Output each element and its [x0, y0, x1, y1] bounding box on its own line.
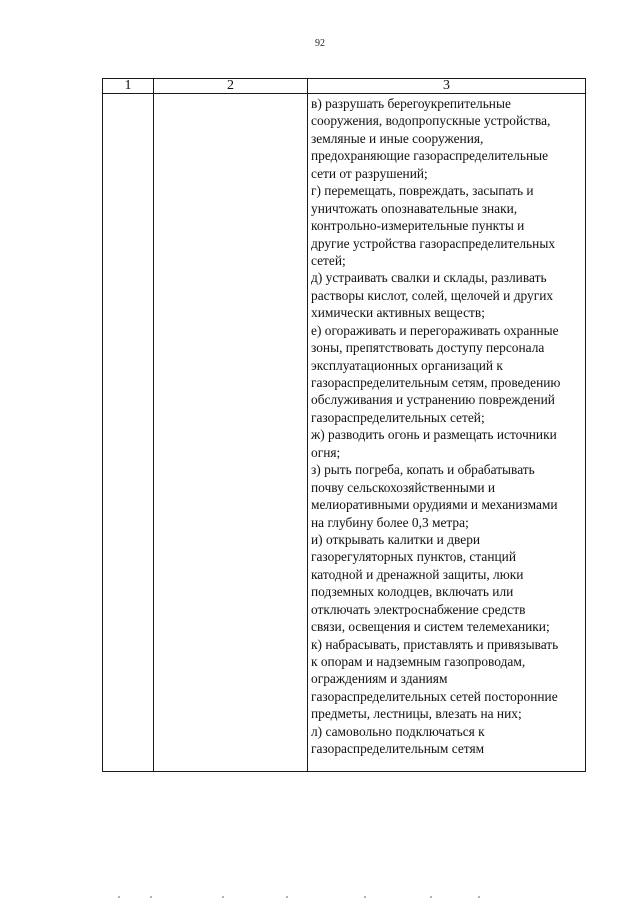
page-number: 92 — [315, 38, 325, 49]
text-line: эксплуатационных организаций к — [311, 357, 503, 373]
table-row — [103, 94, 586, 772]
text-line: отключать электроснабжение средств — [311, 601, 526, 617]
text-line: сети от разрушений; — [311, 165, 428, 181]
text-line: г) перемещать, повреждать, засыпать и — [311, 183, 534, 199]
text-line: газораспределительных сетей; — [311, 409, 485, 425]
column-1-cell — [103, 94, 154, 772]
text-line: катодной и дренажной защиты, люки — [311, 566, 524, 582]
text-line: в) разрушать берегоукрепительные — [311, 96, 511, 111]
column-3-text — [308, 94, 585, 758]
text-line: земляные и иные сооружения, — [311, 130, 484, 146]
text-line: подземных колодцев, включать или — [311, 584, 514, 600]
text-line: почву сельскохозяйственными и — [311, 479, 496, 495]
text-line: другие устройства газораспределительных — [311, 235, 556, 251]
text-line: зоны, препятствовать доступу персонала — [311, 340, 545, 356]
text-line: газораспределительных сетей посторонние — [311, 688, 558, 704]
text-line: ж) разводить огонь и размещать источники — [311, 427, 557, 443]
document-table — [102, 78, 586, 772]
column-3-cell — [308, 94, 586, 772]
text-line: сооружения, водопропускные устройства, — [311, 113, 551, 129]
text-line: газорегуляторных пунктов, станций — [311, 549, 517, 565]
scan-artifacts — [118, 896, 518, 899]
text-line: з) рыть погреба, копать и обрабатывать — [311, 462, 535, 478]
text-line: огня; — [311, 444, 341, 460]
text-line: предметы, лестницы, влезать на них; — [311, 706, 522, 722]
column-header-2: 2 — [154, 79, 308, 94]
text-line: к опорам и надземным газопроводам, — [311, 654, 526, 669]
text-line: химически активных веществ; — [311, 305, 485, 321]
text-line: л) самовольно подключаться к — [311, 723, 485, 739]
column-header-3: 3 — [308, 79, 586, 94]
column-header-1: 1 — [103, 79, 154, 94]
text-line: д) устраивать свалки и склады, разливать — [311, 270, 547, 286]
table-header-row — [103, 79, 586, 94]
text-line: растворы кислот, солей, щелочей и других — [311, 287, 554, 303]
text-line: газораспределительным сетям, проведению — [311, 375, 561, 390]
text-line: контрольно-измерительные пункты и — [311, 218, 525, 234]
text-line: сетей; — [311, 252, 346, 268]
text-line: уничтожать опознавательные знаки, — [311, 200, 518, 216]
text-line: предохраняющие газораспределительные — [311, 148, 549, 164]
text-line: обслуживания и устранению повреждений — [311, 392, 555, 408]
text-line: ограждениям и зданиям — [311, 671, 448, 687]
text-line: и) открывать калитки и двери — [311, 531, 481, 547]
text-line: мелиоративными орудиями и механизмами — [311, 497, 558, 513]
text-line: е) огораживать и перегораживать охранные — [311, 322, 559, 338]
text-line: газораспределительным сетям — [311, 741, 485, 757]
text-line: к) набрасывать, приставлять и привязывать — [311, 636, 559, 652]
text-line: связи, освещения и систем телемеханики; — [311, 619, 550, 635]
text-line: на глубину более 0,3 метра; — [311, 514, 469, 530]
column-2-cell — [154, 94, 308, 772]
